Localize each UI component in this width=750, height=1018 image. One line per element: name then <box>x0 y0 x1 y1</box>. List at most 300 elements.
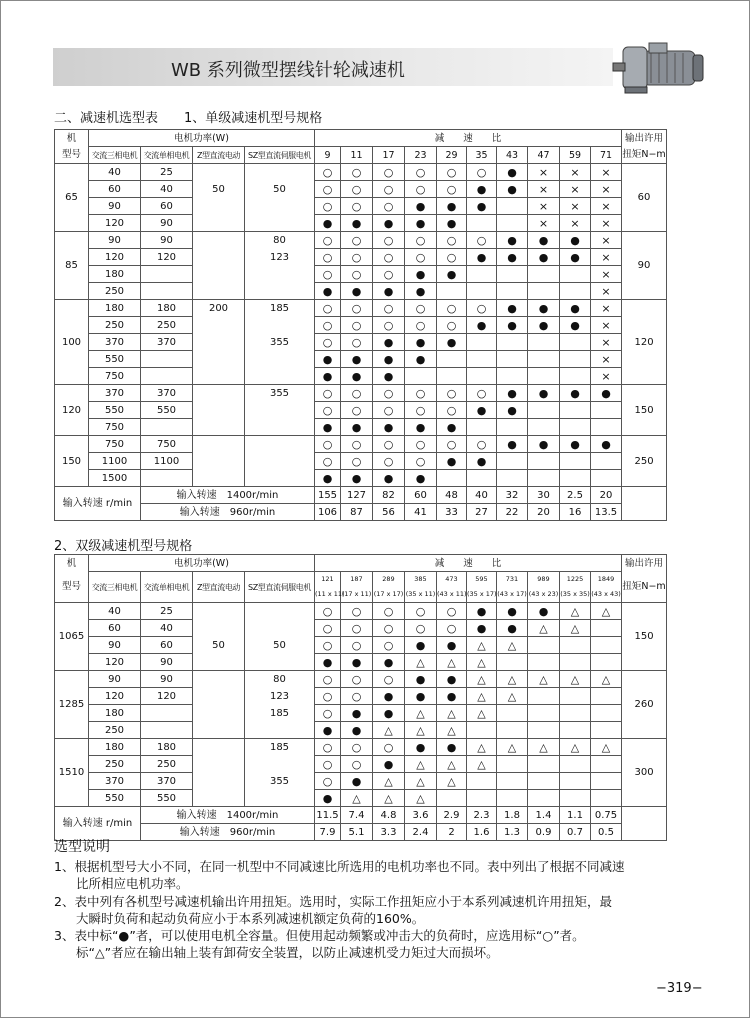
motor-power-cell: 60 <box>141 198 193 215</box>
motor-power-cell: 370 <box>141 385 193 402</box>
ratio-symbol-cell: ● <box>341 283 373 300</box>
ratio-symbol-cell: × <box>591 334 622 351</box>
ratio-symbol-cell: ○ <box>405 436 437 453</box>
ratio-symbol-cell: ● <box>560 436 591 453</box>
motor-power-cell: 750 <box>89 368 141 385</box>
ratio-symbol-cell: ● <box>528 603 560 620</box>
ratio-symbol-cell: × <box>560 215 591 232</box>
torque-value: 60 <box>622 164 667 232</box>
ratio-symbol-cell: △ <box>437 722 467 739</box>
ratio-symbol-cell: △ <box>467 671 497 688</box>
motor-power-cell: 180 <box>141 739 193 756</box>
ratio-symbol-cell: ● <box>405 671 437 688</box>
ratio-symbol-cell: △ <box>528 620 560 637</box>
model-number: 1510 <box>55 739 89 807</box>
ratio-total: 289 <box>382 575 395 583</box>
motor-power-cell <box>245 756 315 773</box>
ratio-symbol-cell: ● <box>405 688 437 705</box>
ratio-symbol-cell: ● <box>437 266 467 283</box>
motor-type-header: 交流三相电机 <box>89 147 141 164</box>
motor-power-cell <box>193 773 245 790</box>
motor-power-cell: 80 <box>245 232 315 249</box>
motor-power-cell <box>193 790 245 807</box>
motor-power-cell <box>193 351 245 368</box>
ratio-symbol-cell: △ <box>528 671 560 688</box>
ratio-symbol-cell: △ <box>373 790 405 807</box>
ratio-symbol-cell: ○ <box>315 198 341 215</box>
ratio-symbol-cell: ○ <box>405 317 437 334</box>
motor-power-cell <box>141 266 193 283</box>
ratio-symbol-cell: ○ <box>437 603 467 620</box>
ratio-symbol-cell: × <box>591 266 622 283</box>
ratio-symbol-cell: ○ <box>341 164 373 181</box>
table-row <box>55 300 667 317</box>
table-row <box>55 249 667 266</box>
table-row <box>55 368 667 385</box>
torque-value: 150 <box>622 603 667 671</box>
ratio-symbol-cell: ● <box>373 705 405 722</box>
ratio-total: 473 <box>445 575 458 583</box>
motor-power-cell <box>193 671 245 688</box>
ratio-symbol-cell: ○ <box>315 637 341 654</box>
ratio-combination: (17 x 17) <box>373 590 404 598</box>
ratio-symbol-cell: △ <box>467 739 497 756</box>
ratio-symbol-cell: △ <box>405 790 437 807</box>
ratio-symbol-cell: ○ <box>405 232 437 249</box>
ratio-symbol-cell: ○ <box>467 232 497 249</box>
ratio-symbol-cell <box>560 419 591 436</box>
table-row <box>55 756 667 773</box>
ratio-symbol-cell: ○ <box>315 739 341 756</box>
output-speed-cell: 155 <box>315 487 341 504</box>
ratio-symbol-cell: ○ <box>341 249 373 266</box>
ratio-symbol-cell <box>467 351 497 368</box>
ratio-symbol-cell <box>560 705 591 722</box>
ratio-symbol-cell: ● <box>405 215 437 232</box>
ratio-symbol-cell: × <box>560 181 591 198</box>
ratio-symbol-cell: △ <box>405 773 437 790</box>
ratio-symbol-cell <box>497 705 528 722</box>
ratio-symbol-cell: ○ <box>437 620 467 637</box>
motor-power-cell: 120 <box>89 688 141 705</box>
motor-power-cell <box>193 232 245 249</box>
ratio-symbol-cell: △ <box>437 773 467 790</box>
motor-power-cell: 180 <box>89 739 141 756</box>
motor-power-cell: 250 <box>89 756 141 773</box>
ratio-symbol-cell: ○ <box>467 164 497 181</box>
ratio-symbol-cell: ○ <box>405 453 437 470</box>
ratio-symbol-cell: ○ <box>341 402 373 419</box>
empty-cell <box>622 504 667 521</box>
ratio-symbol-cell: ● <box>373 215 405 232</box>
motor-power-cell: 370 <box>89 385 141 402</box>
ratio-combination: (11 x 11) <box>315 590 345 598</box>
motor-power-cell: 355 <box>245 385 315 402</box>
ratio-symbol-cell: △ <box>497 637 528 654</box>
ratio-symbol-cell: ● <box>405 334 437 351</box>
motor-power-cell <box>245 283 315 300</box>
motor-power-cell: 50 <box>193 181 245 198</box>
ratio-header: 减 速 比 <box>315 130 622 147</box>
ratio-symbol-cell: ○ <box>373 385 405 402</box>
motor-power-cell: 90 <box>141 232 193 249</box>
motor-power-cell: 355 <box>245 773 315 790</box>
table-row <box>55 232 667 249</box>
ratio-symbol-cell: ● <box>497 164 528 181</box>
table-row <box>55 453 667 470</box>
ratio-symbol-cell: ● <box>341 722 373 739</box>
ratio-symbol-cell: ○ <box>341 317 373 334</box>
motor-power-cell: 185 <box>245 705 315 722</box>
ratio-symbol-cell: ● <box>591 385 622 402</box>
ratio-symbol-cell: ○ <box>341 739 373 756</box>
output-speed-cell: 4.8 <box>373 807 405 824</box>
ratio-symbol-cell: ○ <box>315 671 341 688</box>
ratio-header: 减 速 比 <box>315 555 622 572</box>
ratio-symbol-cell: △ <box>405 722 437 739</box>
torque-header: 输出许用 <box>622 130 667 147</box>
ratio-symbol-cell: ○ <box>341 385 373 402</box>
ratio-value-header <box>437 572 467 603</box>
ratio-symbol-cell <box>560 402 591 419</box>
ratio-symbol-cell: ○ <box>467 436 497 453</box>
table-row <box>55 317 667 334</box>
ratio-symbol-cell: ○ <box>437 164 467 181</box>
ratio-symbol-cell: △ <box>405 654 437 671</box>
ratio-symbol-cell: ● <box>373 688 405 705</box>
table-row <box>55 722 667 739</box>
ratio-symbol-cell <box>437 368 467 385</box>
output-speed-cell: 1.8 <box>497 807 528 824</box>
ratio-symbol-cell: ○ <box>405 385 437 402</box>
motor-power-cell <box>193 722 245 739</box>
ratio-value-header: 35 <box>467 147 497 164</box>
motor-power-cell <box>193 620 245 637</box>
ratio-symbol-cell: ○ <box>373 436 405 453</box>
torque-value: 300 <box>622 739 667 807</box>
ratio-symbol-cell: ● <box>467 198 497 215</box>
output-speed-cell: 41 <box>405 504 437 521</box>
motor-power-cell: 250 <box>141 756 193 773</box>
torque-value: 120 <box>622 300 667 385</box>
motor-power-cell: 370 <box>141 773 193 790</box>
ratio-symbol-cell <box>528 688 560 705</box>
table-row <box>55 705 667 722</box>
ratio-value-header <box>497 572 528 603</box>
ratio-symbol-cell <box>528 756 560 773</box>
motor-power-cell <box>193 164 245 181</box>
motor-power-cell: 60 <box>89 181 141 198</box>
ratio-total: 1225 <box>566 575 584 583</box>
ratio-value-header: 71 <box>591 147 622 164</box>
motor-power-cell: 185 <box>245 300 315 317</box>
ratio-symbol-cell: ● <box>341 351 373 368</box>
ratio-symbol-cell: ● <box>315 790 341 807</box>
table-row <box>55 688 667 705</box>
ratio-symbol-cell: ○ <box>341 637 373 654</box>
ratio-symbol-cell: ○ <box>373 198 405 215</box>
ratio-symbol-cell <box>497 266 528 283</box>
motor-power-cell <box>245 722 315 739</box>
ratio-total: 385 <box>414 575 427 583</box>
motor-power-cell: 550 <box>141 790 193 807</box>
torque-header: 输出许用 <box>622 555 667 572</box>
ratio-symbol-cell: △ <box>467 637 497 654</box>
ratio-symbol-cell: △ <box>373 722 405 739</box>
ratio-symbol-cell <box>497 790 528 807</box>
ratio-symbol-cell: ● <box>373 654 405 671</box>
ratio-symbol-cell: ○ <box>467 300 497 317</box>
motor-power-cell: 50 <box>245 181 315 198</box>
ratio-symbol-cell: ○ <box>405 164 437 181</box>
ratio-symbol-cell: ○ <box>373 232 405 249</box>
motor-power-cell: 370 <box>141 334 193 351</box>
model-number: 150 <box>55 436 89 487</box>
output-speed-cell: 20 <box>528 504 560 521</box>
motor-power-cell: 550 <box>141 402 193 419</box>
ratio-symbol-cell: △ <box>591 603 622 620</box>
ratio-symbol-cell: ● <box>497 603 528 620</box>
ratio-symbol-cell <box>467 215 497 232</box>
torque-value: 260 <box>622 671 667 739</box>
table-row <box>55 402 667 419</box>
motor-power-cell: 120 <box>89 654 141 671</box>
ratio-symbol-cell <box>497 283 528 300</box>
motor-power-cell <box>245 453 315 470</box>
ratio-symbol-cell <box>528 283 560 300</box>
ratio-symbol-cell: × <box>560 198 591 215</box>
table-row <box>55 504 667 521</box>
table-row <box>55 790 667 807</box>
motor-power-cell: 123 <box>245 249 315 266</box>
output-speed-cell: 40 <box>467 487 497 504</box>
ratio-symbol-cell: ● <box>528 232 560 249</box>
motor-power-cell <box>245 317 315 334</box>
ratio-symbol-cell: × <box>591 249 622 266</box>
motor-power-cell <box>245 620 315 637</box>
ratio-symbol-cell: △ <box>405 705 437 722</box>
motor-power-cell: 200 <box>193 300 245 317</box>
ratio-symbol-cell: ○ <box>437 249 467 266</box>
ratio-symbol-cell <box>560 266 591 283</box>
ratio-symbol-cell: ● <box>467 603 497 620</box>
ratio-symbol-cell: × <box>591 317 622 334</box>
ratio-symbol-cell: ● <box>437 637 467 654</box>
table-row <box>55 824 667 841</box>
ratio-value-header <box>373 572 405 603</box>
ratio-symbol-cell <box>591 722 622 739</box>
ratio-symbol-cell: ○ <box>437 436 467 453</box>
motor-power-cell <box>193 756 245 773</box>
table-row <box>55 487 667 504</box>
ratio-symbol-cell: △ <box>560 603 591 620</box>
ratio-symbol-cell: ● <box>315 722 341 739</box>
speed-row-label: 输入转速 960r/min <box>141 824 315 841</box>
table-row <box>55 470 667 487</box>
ratio-total: 121 <box>321 575 334 583</box>
ratio-symbol-cell: ○ <box>341 671 373 688</box>
ratio-symbol-cell: ● <box>405 266 437 283</box>
ratio-symbol-cell <box>497 334 528 351</box>
motor-power-cell <box>193 470 245 487</box>
ratio-symbol-cell <box>591 654 622 671</box>
ratio-symbol-cell <box>437 283 467 300</box>
ratio-symbol-cell: ● <box>373 283 405 300</box>
ratio-symbol-cell <box>437 470 467 487</box>
motor-power-cell <box>193 249 245 266</box>
motor-power-cell: 750 <box>89 436 141 453</box>
page-title: WB 系列微型摆线针轮减速机 <box>171 60 405 81</box>
ratio-symbol-cell: ○ <box>315 300 341 317</box>
ratio-symbol-cell <box>497 215 528 232</box>
table-row <box>55 385 667 402</box>
output-speed-cell: 20 <box>591 487 622 504</box>
ratio-symbol-cell <box>591 688 622 705</box>
ratio-symbol-cell: ● <box>467 317 497 334</box>
ratio-symbol-cell <box>528 351 560 368</box>
motor-power-cell: 1100 <box>89 453 141 470</box>
ratio-symbol-cell: × <box>591 181 622 198</box>
ratio-symbol-cell: ● <box>437 688 467 705</box>
ratio-total: 731 <box>505 575 519 583</box>
output-speed-cell: 48 <box>437 487 467 504</box>
ratio-symbol-cell: ○ <box>467 385 497 402</box>
ratio-symbol-cell: ○ <box>341 232 373 249</box>
motor-power-cell: 250 <box>89 722 141 739</box>
ratio-symbol-cell: ○ <box>341 198 373 215</box>
ratio-symbol-cell: ● <box>437 671 467 688</box>
note-line: 标“△”者应在输出轴上装有卸荷安全装置，以防止减速机受力矩过大而损坏。 <box>76 945 499 961</box>
page-number: −319− <box>656 981 703 996</box>
output-speed-cell: 30 <box>528 487 560 504</box>
table-row <box>55 215 667 232</box>
ratio-symbol-cell <box>528 334 560 351</box>
output-speed-cell: 5.1 <box>341 824 373 841</box>
ratio-symbol-cell: ○ <box>373 266 405 283</box>
ratio-symbol-cell: ○ <box>405 603 437 620</box>
note-line: 2、表中列有各机型号减速机输出许用扭矩。选用时，实际工作扭矩应小于本系列减速机许用扭矩，最 <box>54 893 612 909</box>
model-number: 120 <box>55 385 89 436</box>
ratio-symbol-cell: × <box>591 283 622 300</box>
ratio-symbol-cell: ● <box>373 470 405 487</box>
motor-power-cell <box>245 654 315 671</box>
ratio-symbol-cell: ○ <box>341 620 373 637</box>
ratio-symbol-cell: ● <box>341 419 373 436</box>
motor-power-cell <box>193 266 245 283</box>
table-row <box>55 198 667 215</box>
table-row <box>55 130 667 147</box>
ratio-symbol-cell <box>528 470 560 487</box>
ratio-symbol-cell: ○ <box>341 756 373 773</box>
motor-power-cell: 90 <box>141 654 193 671</box>
ratio-symbol-cell <box>560 334 591 351</box>
motor-power-cell <box>245 215 315 232</box>
motor-power-cell <box>193 705 245 722</box>
motor-power-cell: 90 <box>89 198 141 215</box>
ratio-symbol-cell: ● <box>497 402 528 419</box>
motor-power-cell: 120 <box>89 215 141 232</box>
motor-power-cell <box>193 688 245 705</box>
motor-power-cell: 185 <box>245 739 315 756</box>
motor-power-cell: 550 <box>89 402 141 419</box>
model-header: 机 <box>55 130 89 147</box>
ratio-symbol-cell: × <box>591 300 622 317</box>
motor-power-cell: 1100 <box>141 453 193 470</box>
motor-power-cell: 120 <box>141 688 193 705</box>
ratio-symbol-cell: △ <box>467 756 497 773</box>
table-row <box>55 620 667 637</box>
ratio-symbol-cell: ● <box>497 620 528 637</box>
ratio-symbol-cell <box>467 368 497 385</box>
ratio-symbol-cell: ○ <box>315 756 341 773</box>
ratio-value-header: 9 <box>315 147 341 164</box>
ratio-symbol-cell <box>467 722 497 739</box>
ratio-symbol-cell: ● <box>437 739 467 756</box>
ratio-symbol-cell: ● <box>528 300 560 317</box>
ratio-symbol-cell: ○ <box>437 181 467 198</box>
ratio-symbol-cell: ○ <box>405 249 437 266</box>
motor-power-cell <box>245 351 315 368</box>
ratio-symbol-cell: ○ <box>315 453 341 470</box>
ratio-symbol-cell: ○ <box>315 705 341 722</box>
ratio-symbol-cell: × <box>591 164 622 181</box>
table-row <box>55 773 667 790</box>
ratio-symbol-cell: ● <box>341 215 373 232</box>
model-number: 1285 <box>55 671 89 739</box>
ratio-value-header: 47 <box>528 147 560 164</box>
ratio-symbol-cell: ○ <box>315 266 341 283</box>
ratio-symbol-cell <box>528 705 560 722</box>
speed-row-label: 输入转速 1400r/min <box>141 487 315 504</box>
ratio-symbol-cell: ○ <box>405 620 437 637</box>
motor-power-cell: 250 <box>89 283 141 300</box>
motor-power-cell: 1500 <box>89 470 141 487</box>
ratio-symbol-cell: ● <box>560 385 591 402</box>
motor-power-cell <box>193 453 245 470</box>
ratio-symbol-cell: ● <box>315 283 341 300</box>
ratio-value-header <box>560 572 591 603</box>
ratio-symbol-cell <box>591 470 622 487</box>
ratio-symbol-cell: ● <box>373 351 405 368</box>
motor-power-cell <box>245 436 315 453</box>
ratio-symbol-cell <box>528 368 560 385</box>
power-header: 电机功率(W) <box>89 130 315 147</box>
single-stage-table <box>54 129 667 521</box>
output-speed-cell: 56 <box>373 504 405 521</box>
ratio-symbol-cell: ○ <box>405 300 437 317</box>
ratio-symbol-cell: ○ <box>341 603 373 620</box>
ratio-symbol-cell: ● <box>437 334 467 351</box>
ratio-symbol-cell: ○ <box>373 164 405 181</box>
ratio-total: 595 <box>475 575 488 583</box>
ratio-symbol-cell: ○ <box>315 688 341 705</box>
ratio-symbol-cell: ● <box>341 773 373 790</box>
ratio-symbol-cell <box>497 654 528 671</box>
table-row <box>55 572 667 603</box>
ratio-value-header: 29 <box>437 147 467 164</box>
motor-power-cell: 250 <box>141 317 193 334</box>
table-row <box>55 266 667 283</box>
ratio-symbol-cell <box>591 756 622 773</box>
ratio-symbol-cell: ● <box>315 419 341 436</box>
motor-power-cell <box>245 603 315 620</box>
ratio-symbol-cell <box>591 620 622 637</box>
motor-power-cell: 750 <box>141 436 193 453</box>
ratio-symbol-cell: ○ <box>315 334 341 351</box>
ratio-symbol-cell: ○ <box>315 249 341 266</box>
ratio-symbol-cell: △ <box>528 739 560 756</box>
ratio-symbol-cell <box>497 470 528 487</box>
